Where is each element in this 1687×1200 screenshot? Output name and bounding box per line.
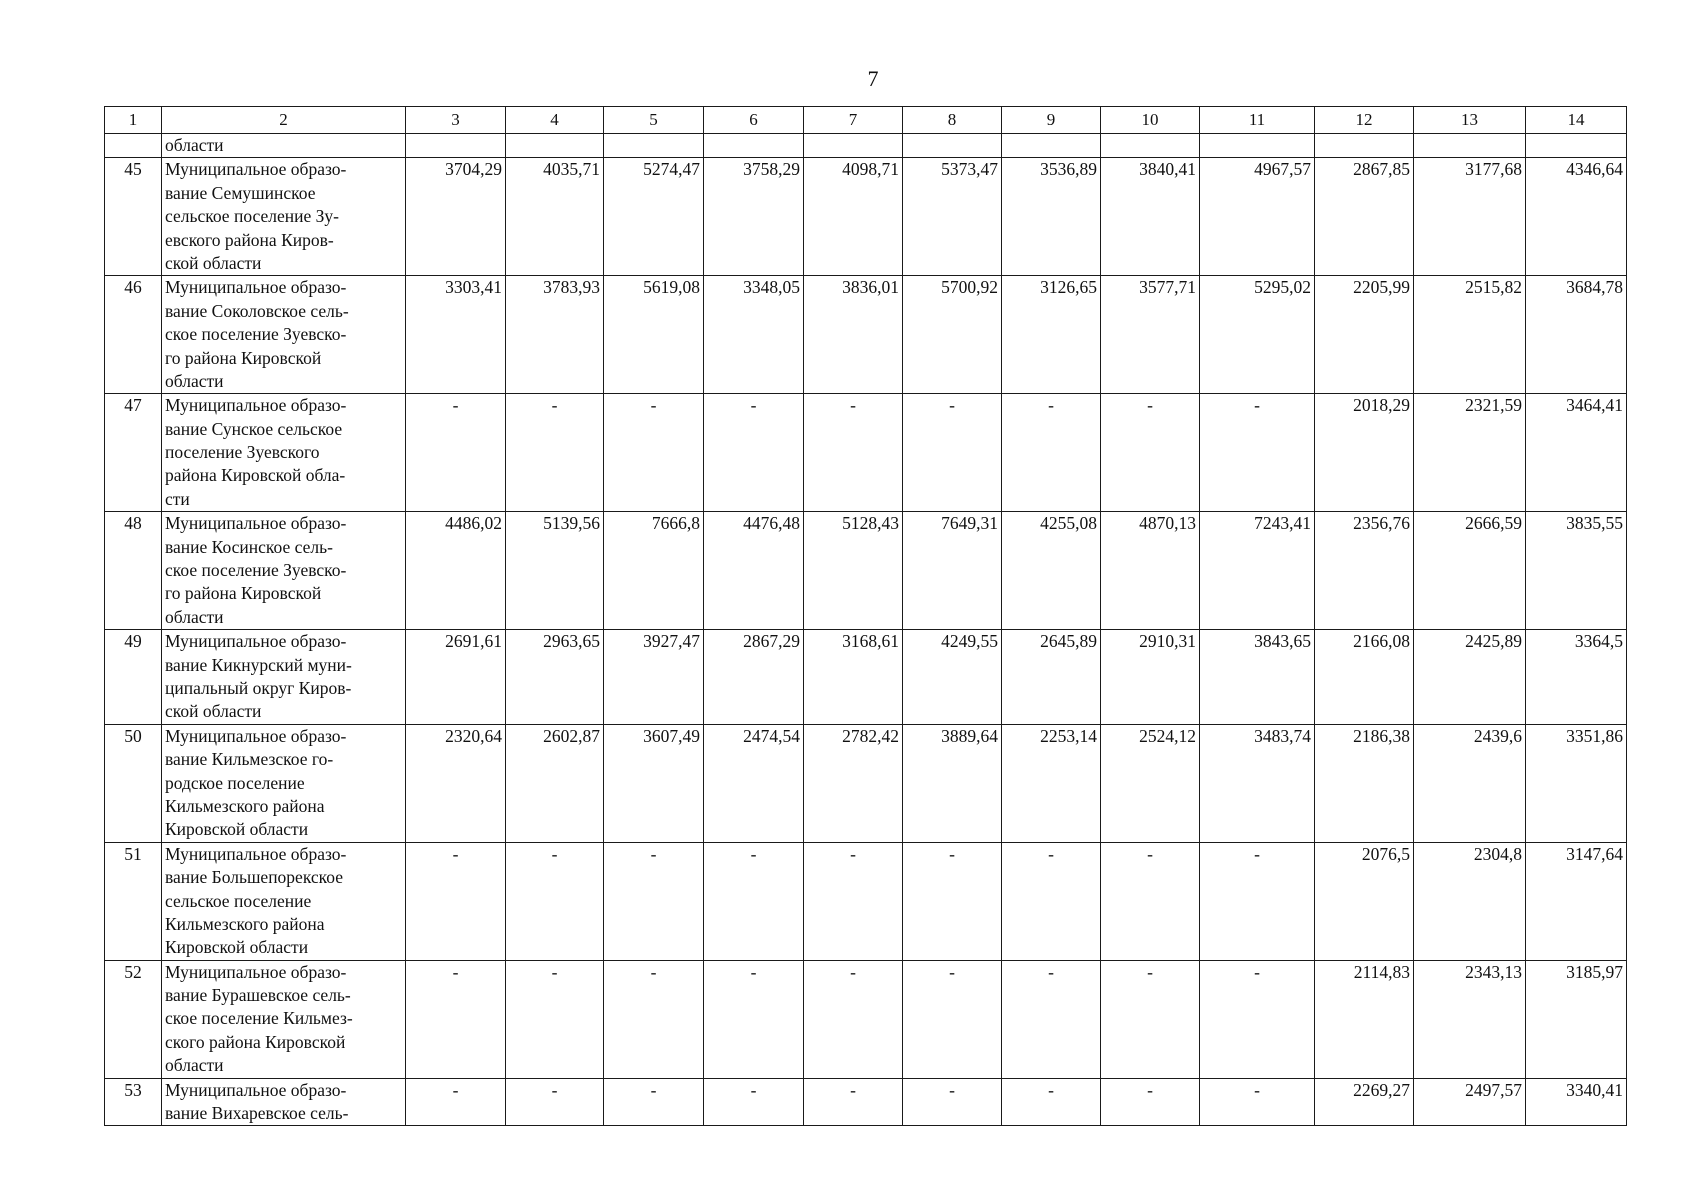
value-cell: 3340,41 xyxy=(1526,1078,1627,1126)
value-cell: - xyxy=(506,842,604,960)
value-cell: - xyxy=(704,842,804,960)
value-cell: 3351,86 xyxy=(1526,724,1627,842)
value-cell: 2910,31 xyxy=(1101,630,1200,725)
value-cell: 3168,61 xyxy=(804,630,903,725)
value-cell: 2524,12 xyxy=(1101,724,1200,842)
value-cell xyxy=(1200,134,1315,158)
value-cell: 2602,87 xyxy=(506,724,604,842)
value-cell xyxy=(604,134,704,158)
value-cell: 5295,02 xyxy=(1200,276,1315,394)
value-cell: 3843,65 xyxy=(1200,630,1315,725)
value-cell: - xyxy=(406,842,506,960)
value-cell: - xyxy=(704,394,804,512)
name-line: Кировской области xyxy=(165,819,309,840)
name-line: района Кировской обла- xyxy=(165,465,346,486)
name-line: Кировской области xyxy=(165,937,309,958)
value-cell: - xyxy=(1002,1078,1101,1126)
value-cell: 3348,05 xyxy=(704,276,804,394)
name-line: вание Вихаревское сель- xyxy=(165,1103,349,1124)
name-line: вание Кильмезское го- xyxy=(165,749,334,770)
value-cell: 5619,08 xyxy=(604,276,704,394)
header-row xyxy=(105,107,1627,134)
name-line: ской области xyxy=(165,701,262,722)
name-line: ское поселение Зуевско- xyxy=(165,560,347,581)
value-cell: - xyxy=(804,1078,903,1126)
column-header: 10 xyxy=(1101,107,1200,134)
table-row xyxy=(105,158,1627,276)
page-number: 7 xyxy=(867,66,879,91)
value-cell: - xyxy=(704,960,804,1078)
value-cell: - xyxy=(1101,1078,1200,1126)
value-cell: 5373,47 xyxy=(903,158,1002,276)
value-cell xyxy=(1002,134,1101,158)
value-cell: 4035,71 xyxy=(506,158,604,276)
name-line: области xyxy=(165,606,224,627)
value-cell: - xyxy=(1002,394,1101,512)
municipality-name xyxy=(162,630,406,725)
value-cell: - xyxy=(604,394,704,512)
value-cell: 2439,6 xyxy=(1414,724,1526,842)
name-line: Кильмезского района xyxy=(165,795,325,816)
value-cell xyxy=(903,134,1002,158)
value-cell: 3303,41 xyxy=(406,276,506,394)
value-cell: 3927,47 xyxy=(604,630,704,725)
value-cell xyxy=(704,134,804,158)
value-cell: 3607,49 xyxy=(604,724,704,842)
name-line: области xyxy=(165,370,224,391)
name-line: евского района Киров- xyxy=(165,229,334,250)
row-number: 48 xyxy=(105,512,162,630)
value-cell: 3577,71 xyxy=(1101,276,1200,394)
value-cell: - xyxy=(1002,842,1101,960)
value-cell: 3364,5 xyxy=(1526,630,1627,725)
row-number: 50 xyxy=(105,724,162,842)
table-row xyxy=(105,512,1627,630)
value-cell: - xyxy=(506,394,604,512)
value-cell: 3185,97 xyxy=(1526,960,1627,1078)
table-row xyxy=(105,134,1627,158)
value-cell: 4967,57 xyxy=(1200,158,1315,276)
value-cell: - xyxy=(903,1078,1002,1126)
value-cell: 2515,82 xyxy=(1414,276,1526,394)
value-cell xyxy=(1315,134,1414,158)
municipality-name xyxy=(162,394,406,512)
value-cell: 4870,13 xyxy=(1101,512,1200,630)
value-cell: - xyxy=(604,1078,704,1126)
value-cell: 3783,93 xyxy=(506,276,604,394)
value-cell: - xyxy=(406,394,506,512)
name-line: Муниципальное образо- xyxy=(165,513,347,534)
municipality-name xyxy=(162,724,406,842)
value-cell: 2867,85 xyxy=(1315,158,1414,276)
value-cell: 2867,29 xyxy=(704,630,804,725)
column-header: 11 xyxy=(1200,107,1315,134)
value-cell: 2205,99 xyxy=(1315,276,1414,394)
column-header: 3 xyxy=(406,107,506,134)
name-line: вание Большепорекское xyxy=(165,867,344,888)
value-cell: 2304,8 xyxy=(1414,842,1526,960)
column-header: 13 xyxy=(1414,107,1526,134)
name-line: Муниципальное образо- xyxy=(165,725,347,746)
name-line: ской области xyxy=(165,252,262,273)
column-header: 5 xyxy=(604,107,704,134)
value-cell: 2114,83 xyxy=(1315,960,1414,1078)
row-number: 52 xyxy=(105,960,162,1078)
value-cell: 2645,89 xyxy=(1002,630,1101,725)
value-cell: 4255,08 xyxy=(1002,512,1101,630)
value-cell: - xyxy=(804,960,903,1078)
value-cell: 2782,42 xyxy=(804,724,903,842)
value-cell: 2321,59 xyxy=(1414,394,1526,512)
value-cell: 3835,55 xyxy=(1526,512,1627,630)
name-line: вание Соколовское сель- xyxy=(165,300,349,321)
value-cell: - xyxy=(604,960,704,1078)
table-row xyxy=(105,960,1627,1078)
value-cell: - xyxy=(506,960,604,1078)
value-cell: - xyxy=(903,394,1002,512)
name-line: Муниципальное образо- xyxy=(165,843,347,864)
value-cell: - xyxy=(1101,842,1200,960)
column-header: 6 xyxy=(704,107,804,134)
value-cell: - xyxy=(406,960,506,1078)
value-cell: 4476,48 xyxy=(704,512,804,630)
value-cell: - xyxy=(1200,960,1315,1078)
value-cell: 2253,14 xyxy=(1002,724,1101,842)
value-cell: - xyxy=(1200,1078,1315,1126)
value-cell: 2343,13 xyxy=(1414,960,1526,1078)
value-cell: 3147,64 xyxy=(1526,842,1627,960)
value-cell: 2356,76 xyxy=(1315,512,1414,630)
value-cell: - xyxy=(804,842,903,960)
value-cell: 3684,78 xyxy=(1526,276,1627,394)
table-body xyxy=(105,107,1627,1126)
value-cell: 2320,64 xyxy=(406,724,506,842)
value-cell: 2076,5 xyxy=(1315,842,1414,960)
value-cell: 3536,89 xyxy=(1002,158,1101,276)
value-cell: - xyxy=(804,394,903,512)
value-cell: 3483,74 xyxy=(1200,724,1315,842)
municipality-name xyxy=(162,842,406,960)
value-cell: - xyxy=(506,1078,604,1126)
name-line: ского района Кировской xyxy=(165,1031,346,1052)
value-cell: 3758,29 xyxy=(704,158,804,276)
value-cell: 3464,41 xyxy=(1526,394,1627,512)
value-cell xyxy=(406,134,506,158)
column-header: 8 xyxy=(903,107,1002,134)
name-line: Муниципальное образо- xyxy=(165,277,347,298)
column-header: 4 xyxy=(506,107,604,134)
value-cell: 5700,92 xyxy=(903,276,1002,394)
value-cell: 4486,02 xyxy=(406,512,506,630)
name-line: ципальный округ Киров- xyxy=(165,677,352,698)
table-row xyxy=(105,1078,1627,1126)
name-line: Кильмезского района xyxy=(165,913,325,934)
value-cell: 2497,57 xyxy=(1414,1078,1526,1126)
row-number: 45 xyxy=(105,158,162,276)
column-header: 14 xyxy=(1526,107,1627,134)
column-header: 9 xyxy=(1002,107,1101,134)
value-cell: 7666,8 xyxy=(604,512,704,630)
municipality-name xyxy=(162,276,406,394)
column-header: 2 xyxy=(162,107,406,134)
value-cell: - xyxy=(704,1078,804,1126)
name-line: Муниципальное образо- xyxy=(165,159,347,180)
name-line: Муниципальное образо- xyxy=(165,1079,347,1100)
column-header: 1 xyxy=(105,107,162,134)
name-line: ское поселение Зуевско- xyxy=(165,324,347,345)
municipality-name xyxy=(162,134,406,158)
value-cell: - xyxy=(903,960,1002,1078)
row-number: 51 xyxy=(105,842,162,960)
value-cell: 3840,41 xyxy=(1101,158,1200,276)
row-number: 53 xyxy=(105,1078,162,1126)
table-row xyxy=(105,276,1627,394)
name-line: го района Кировской xyxy=(165,347,322,368)
row-number: 47 xyxy=(105,394,162,512)
value-cell: - xyxy=(1200,842,1315,960)
value-cell: 2474,54 xyxy=(704,724,804,842)
value-cell: 2691,61 xyxy=(406,630,506,725)
value-cell: 2269,27 xyxy=(1315,1078,1414,1126)
value-cell: 2018,29 xyxy=(1315,394,1414,512)
value-cell xyxy=(1526,134,1627,158)
column-header: 7 xyxy=(804,107,903,134)
name-line: ское поселение Кильмез- xyxy=(165,1008,353,1029)
table-row xyxy=(105,394,1627,512)
name-line: го района Кировской xyxy=(165,583,322,604)
name-line: поселение Зуевского xyxy=(165,442,320,463)
name-line: вание Семушинское xyxy=(165,182,316,203)
tariff-table xyxy=(104,106,1627,1126)
name-line: области xyxy=(165,1055,224,1076)
name-line: вание Сунское сельское xyxy=(165,418,343,439)
name-line: вание Бурашевское сель- xyxy=(165,985,351,1006)
value-cell xyxy=(506,134,604,158)
table-row xyxy=(105,842,1627,960)
value-cell: - xyxy=(1002,960,1101,1078)
value-cell: - xyxy=(604,842,704,960)
value-cell: 4249,55 xyxy=(903,630,1002,725)
name-line: вание Кикнурский муни- xyxy=(165,654,352,675)
table-row xyxy=(105,724,1627,842)
value-cell: 2963,65 xyxy=(506,630,604,725)
value-cell: - xyxy=(903,842,1002,960)
table-row xyxy=(105,630,1627,725)
value-cell: 7649,31 xyxy=(903,512,1002,630)
name-line: Муниципальное образо- xyxy=(165,631,347,652)
value-cell xyxy=(1414,134,1526,158)
value-cell: 3889,64 xyxy=(903,724,1002,842)
value-cell: - xyxy=(1200,394,1315,512)
value-cell: 3836,01 xyxy=(804,276,903,394)
name-line: области xyxy=(165,135,224,155)
municipality-name xyxy=(162,960,406,1078)
value-cell: - xyxy=(406,1078,506,1126)
row-number: 46 xyxy=(105,276,162,394)
value-cell: 3177,68 xyxy=(1414,158,1526,276)
row-number: 49 xyxy=(105,630,162,725)
municipality-name xyxy=(162,1078,406,1126)
municipality-name xyxy=(162,512,406,630)
municipality-name xyxy=(162,158,406,276)
value-cell: 4346,64 xyxy=(1526,158,1627,276)
value-cell: 4098,71 xyxy=(804,158,903,276)
value-cell: 5128,43 xyxy=(804,512,903,630)
row-number xyxy=(105,134,162,158)
name-line: родское поселение xyxy=(165,772,305,793)
name-line: вание Косинское сель- xyxy=(165,536,333,557)
value-cell: 2166,08 xyxy=(1315,630,1414,725)
value-cell: 3126,65 xyxy=(1002,276,1101,394)
name-line: Муниципальное образо- xyxy=(165,395,347,416)
value-cell: 5274,47 xyxy=(604,158,704,276)
value-cell: - xyxy=(1101,960,1200,1078)
name-line: сельское поселение Зу- xyxy=(165,206,339,227)
name-line: сельское поселение xyxy=(165,890,312,911)
value-cell xyxy=(1101,134,1200,158)
value-cell: 2186,38 xyxy=(1315,724,1414,842)
value-cell: 7243,41 xyxy=(1200,512,1315,630)
value-cell: 2425,89 xyxy=(1414,630,1526,725)
value-cell: 3704,29 xyxy=(406,158,506,276)
value-cell: 5139,56 xyxy=(506,512,604,630)
column-header: 12 xyxy=(1315,107,1414,134)
name-line: сти xyxy=(165,488,190,509)
name-line: Муниципальное образо- xyxy=(165,961,347,982)
value-cell: - xyxy=(1101,394,1200,512)
value-cell: 2666,59 xyxy=(1414,512,1526,630)
value-cell xyxy=(804,134,903,158)
